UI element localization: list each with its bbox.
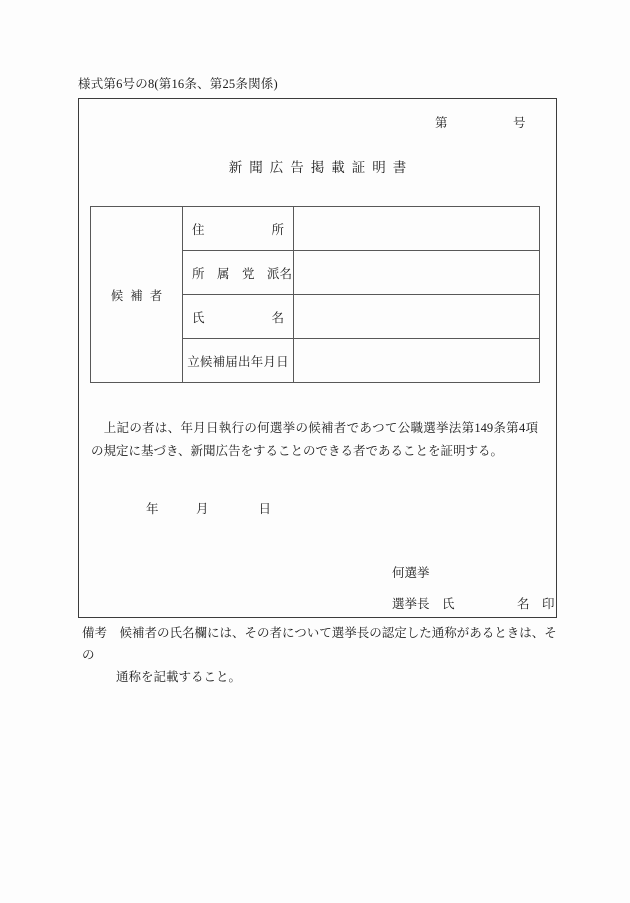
label-cell-party xyxy=(183,251,294,295)
label-filing-date: 立候補届出年月日 xyxy=(187,354,289,369)
label-cell-name xyxy=(183,295,294,339)
label-cell-filing-date xyxy=(183,339,294,383)
value-cell-party[interactable] xyxy=(294,251,540,295)
page-title: 新聞広告掲載証明書 xyxy=(228,160,414,175)
value-cell-name[interactable] xyxy=(294,295,540,339)
certification-paragraph xyxy=(91,417,538,463)
election-name: 何選挙 xyxy=(392,566,430,580)
document-number: 第 号 xyxy=(434,116,526,130)
candidate-row-header xyxy=(91,207,183,383)
form-code: 様式第6号の8(第16条、第25条関係) xyxy=(78,77,278,91)
certification-paragraph-text: 上記の者は、年月日執行の何選挙の候補者であつて公職選挙法第149条第4項の規定に基づき、新聞広告をすることのできる者であることを証明する。 xyxy=(91,421,538,459)
remarks xyxy=(82,623,558,689)
value-cell-filing-date[interactable] xyxy=(294,339,540,383)
remarks-line-1: 備考 候補者の氏名欄には、その者について選挙長の認定した通称があるときは、その xyxy=(82,626,557,662)
date-line: 年 月 日 xyxy=(146,502,272,516)
label-name: 氏 名 xyxy=(192,310,284,325)
table-row xyxy=(91,207,540,251)
label-party: 所 属 党 派 名 xyxy=(192,266,293,281)
election-officer-signature-line: 選挙長 氏 名 印 xyxy=(392,597,555,611)
value-cell-address[interactable] xyxy=(294,207,540,251)
label-cell-address xyxy=(183,207,294,251)
candidate-row-header-label: 候補者 xyxy=(110,288,170,303)
remarks-line-2: 通称を記載すること。 xyxy=(116,669,242,684)
candidate-table xyxy=(90,206,540,383)
label-address: 住 所 xyxy=(192,222,284,237)
certificate-frame xyxy=(78,98,557,618)
